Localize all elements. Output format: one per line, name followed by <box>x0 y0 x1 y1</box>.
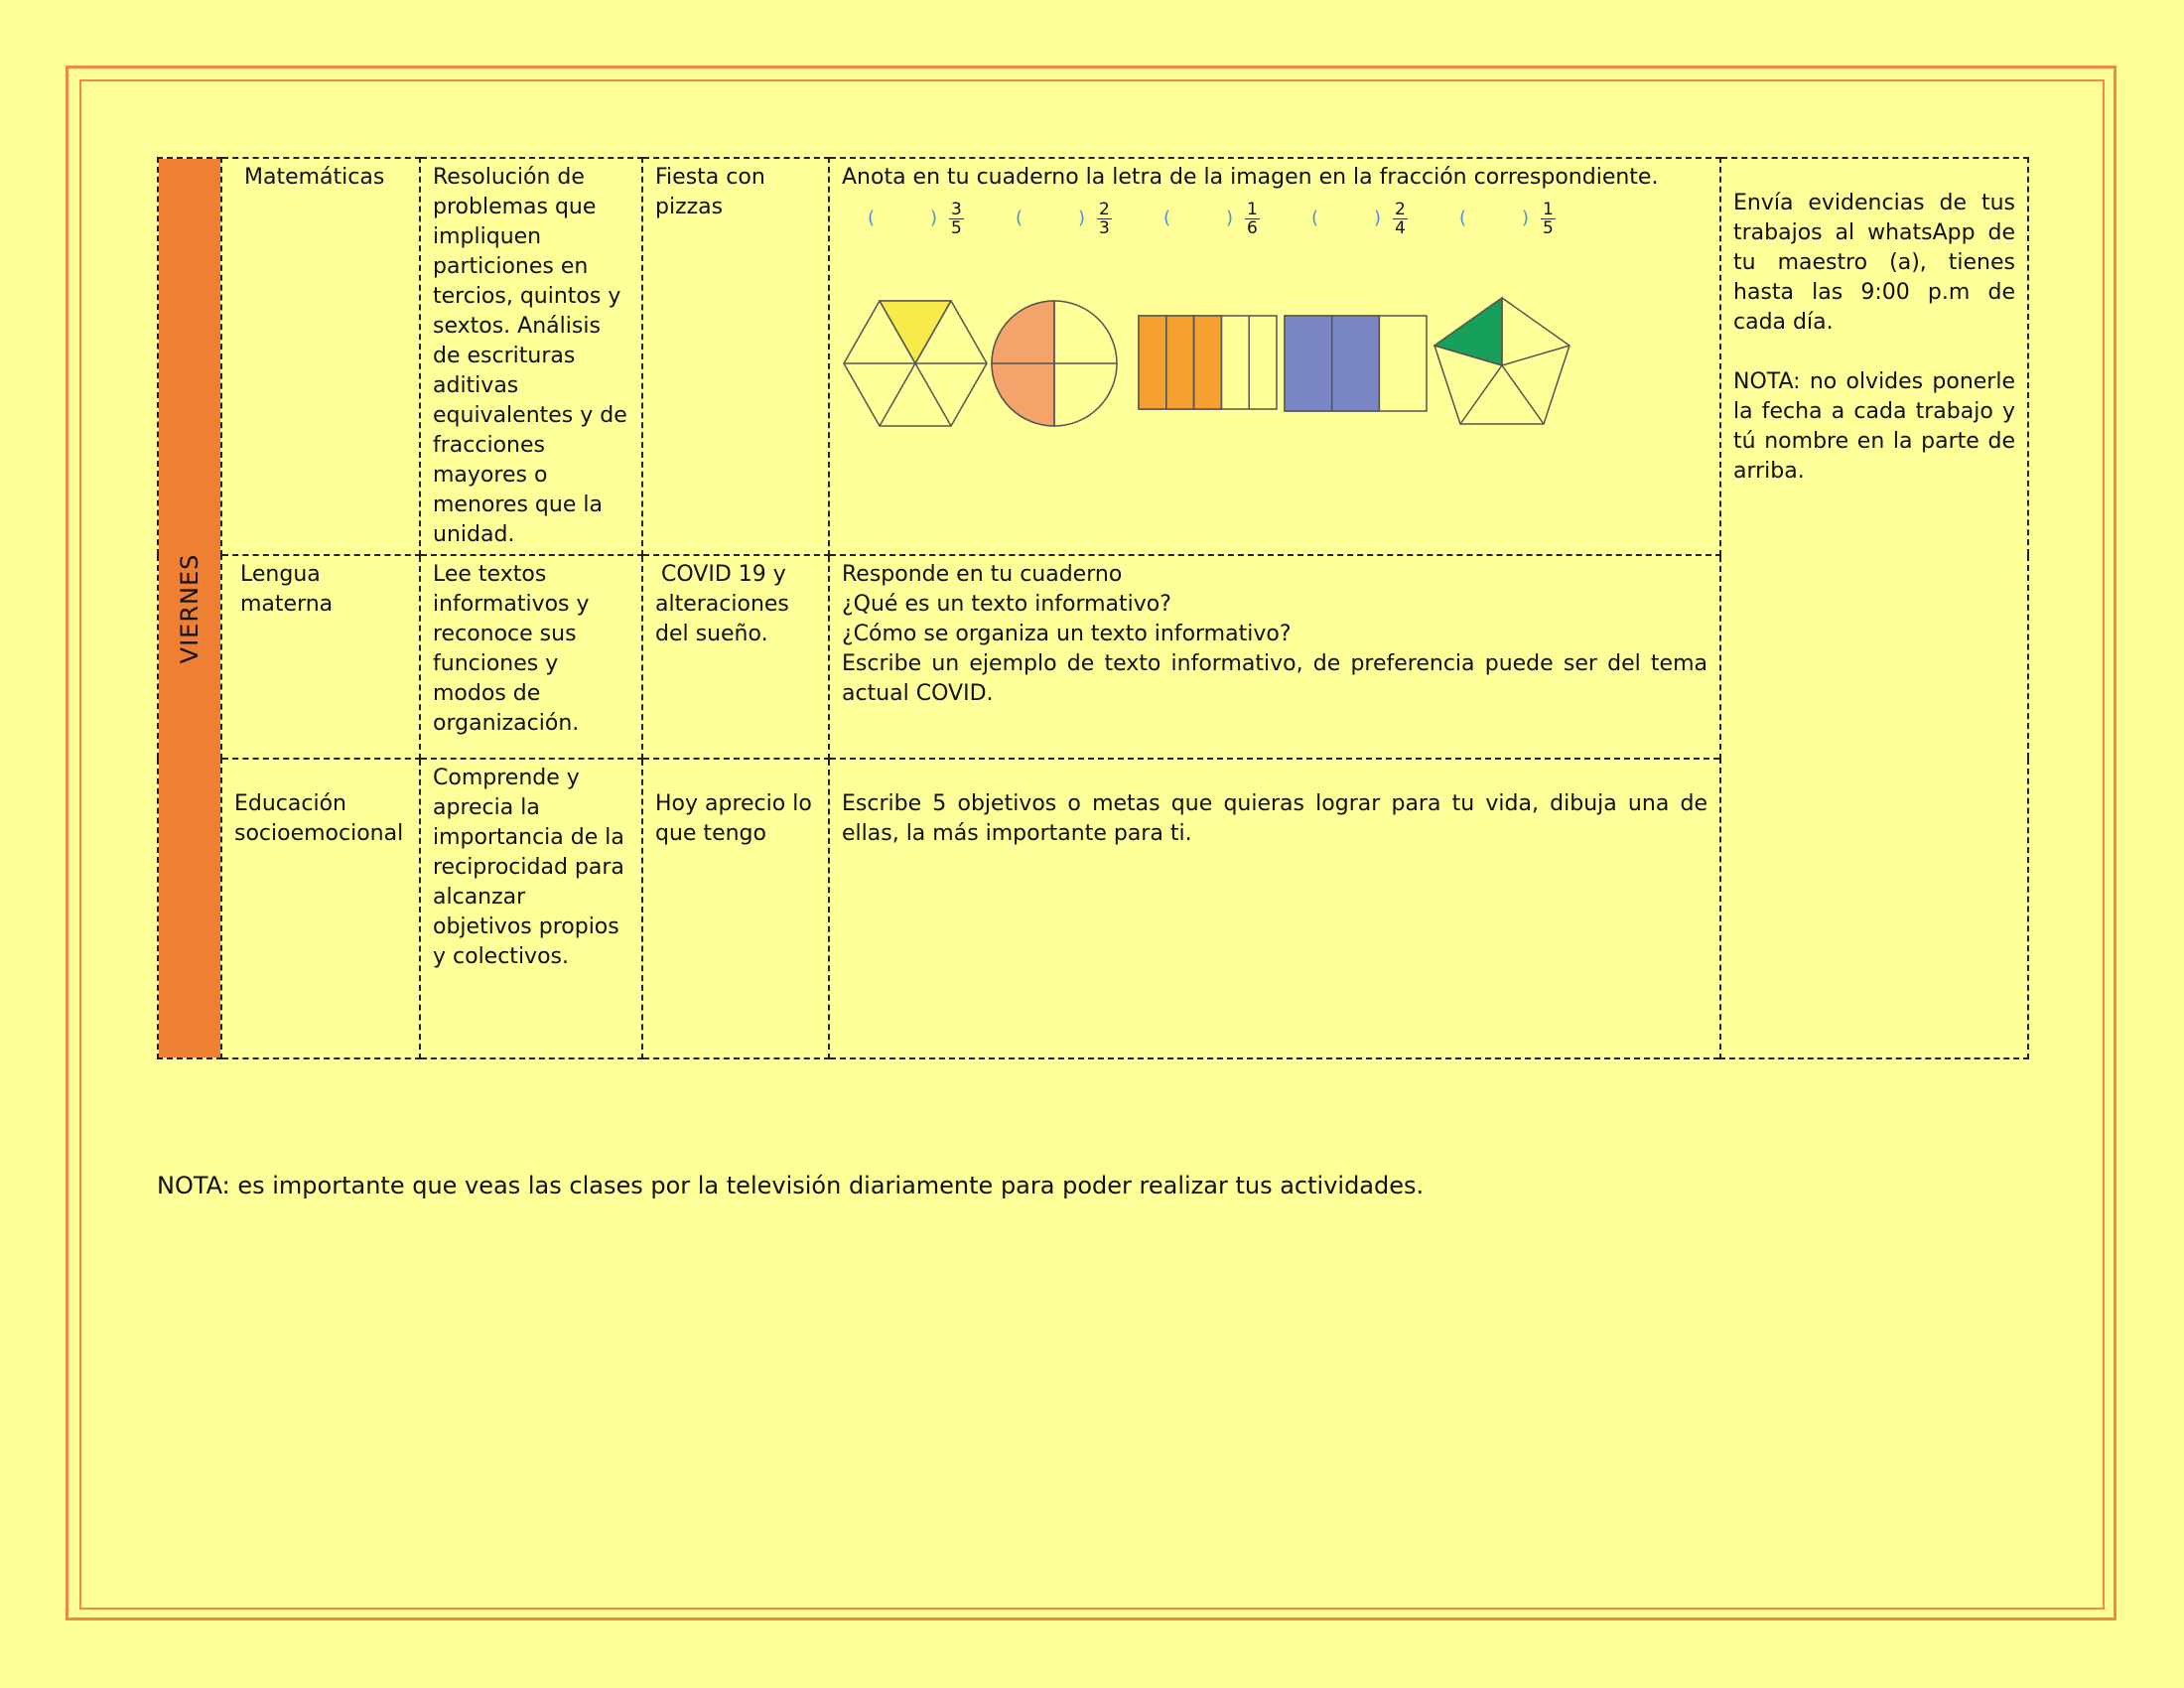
footer-note: NOTA: es importante que veas las clases por la televisión diariamente para poder realizar tus actividades. <box>157 1172 1425 1199</box>
learning-cell <box>420 158 642 555</box>
activity-line: Responde en tu cuaderno <box>842 562 1123 587</box>
activity-text: Escribe 5 objetivos o metas que quieras lograr para tu vida, dibuja una de ellas, la más importante para ti. <box>842 791 1707 846</box>
topic-cell <box>642 759 829 1058</box>
learning-text: Comprende y aprecia la importancia de la reciprocidad para alcanzar objetivos propios y colectivos. <box>433 766 624 969</box>
evidence-instructions: Envía evidencias de tus trabajos al whatsApp de tu maestro (a), tienes hasta las 9:00 p.m de cada día. <box>1733 191 2015 335</box>
activity-line: ¿Qué es un texto informativo? <box>842 592 1171 617</box>
activity-line: ¿Cómo se organiza un texto informativo? <box>842 622 1292 646</box>
evidence-note: NOTA: no olvides ponerle la fecha a cada trabajo y tú nombre en la parte de arriba. <box>1733 369 2015 484</box>
learning-text: Lee textos informativos y reconoce sus funciones y modos de organización. <box>433 562 590 736</box>
fraction-item <box>1311 201 1459 237</box>
day-label: VIERNES <box>176 553 204 663</box>
rectangle-three-shape <box>1285 316 1427 411</box>
subject-label: Educación socioemocional <box>234 791 404 846</box>
learning-text: Resolución de problemas que impliquen particiones en tercios, quintos y sextos. Análisis de escrituras aditivas equivalentes y de fracciones mayores o menores que la unidad. <box>433 165 627 547</box>
activity-cell <box>829 158 1720 555</box>
subject-cell <box>221 158 420 555</box>
fraction-item <box>1459 201 1607 237</box>
hexagon-shape <box>844 301 987 426</box>
activity-cell <box>829 759 1720 1058</box>
day-cell <box>158 158 221 1058</box>
answer-blank: ( ) <box>1163 208 1233 228</box>
answer-blank: ( ) <box>1016 208 1085 228</box>
topic-text: Fiesta con pizzas <box>655 165 765 219</box>
topic-text: COVID 19 y alteraciones del sueño. <box>655 562 789 646</box>
fraction-item <box>1163 201 1311 237</box>
subject-label: Matemáticas <box>244 165 385 190</box>
fraction: $\frac{1}{6}$ <box>1247 199 1258 238</box>
fraction: $\frac{1}{5}$ <box>1543 199 1554 238</box>
topic-text: Hoy aprecio lo que tengo <box>655 791 812 846</box>
fraction: $\frac{2}{3}$ <box>1099 199 1110 238</box>
activity-line: Escribe un ejemplo de texto informativo, de preferencia puede ser del tema actual COVID. <box>842 651 1707 706</box>
fraction: $\frac{2}{4}$ <box>1395 199 1406 238</box>
answer-blank: ( ) <box>868 208 937 228</box>
topic-cell <box>642 158 829 555</box>
fraction-shapes-figure <box>842 248 1576 427</box>
fraction-item <box>1016 201 1163 237</box>
fraction-list <box>868 195 1707 242</box>
subject-cell <box>221 555 420 759</box>
activity-cell <box>829 555 1720 759</box>
pentagon-shape <box>1434 298 1570 424</box>
rectangle-five-shape <box>1139 316 1277 409</box>
table-row <box>158 158 2028 555</box>
fraction: $\frac{3}{5}$ <box>951 199 962 238</box>
subject-label: Lengua materna <box>240 562 334 617</box>
circle-shape <box>992 301 1117 426</box>
answer-blank: ( ) <box>1311 208 1381 228</box>
subject-cell <box>221 759 420 1058</box>
learning-cell <box>420 759 642 1058</box>
schedule-table <box>157 157 2029 1059</box>
topic-cell <box>642 555 829 759</box>
evidence-cell <box>1720 158 2028 1058</box>
learning-cell <box>420 555 642 759</box>
fraction-item <box>868 201 1016 237</box>
answer-blank: ( ) <box>1459 208 1529 228</box>
activity-intro: Anota en tu cuaderno la letra de la imagen en la fracción correspondiente. <box>842 165 1659 190</box>
